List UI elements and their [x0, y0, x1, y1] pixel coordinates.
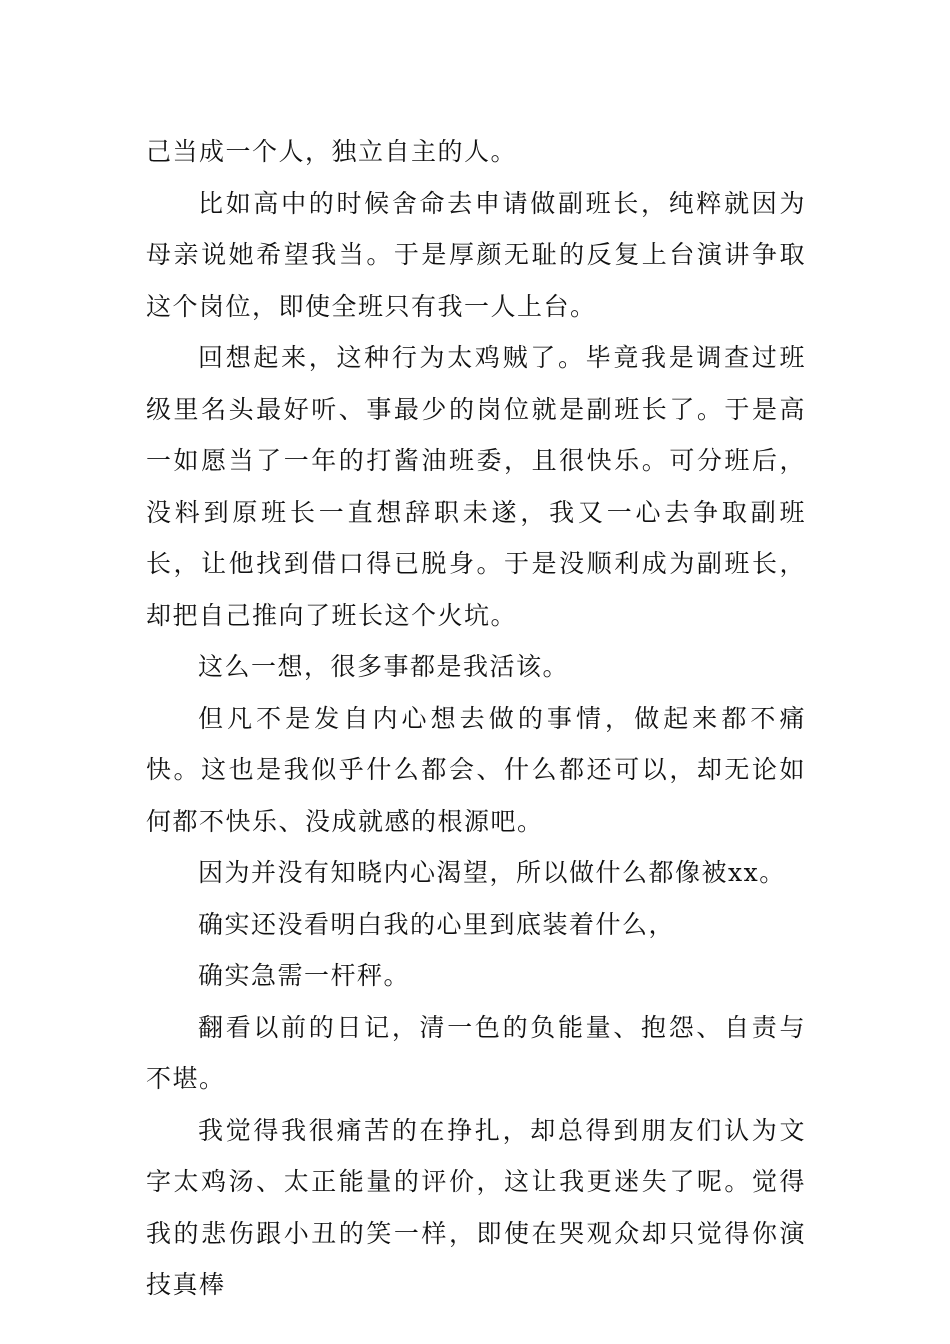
paragraph: 比如高中的时候舍命去申请做副班长，纯粹就因为母亲说她希望我当。于是厚颜无耻的反复上台演讲争取这个岗位，即使全班只有我一人上台。 [146, 188, 806, 321]
paragraph: 这么一想，很多事都是我活该。 [198, 652, 570, 681]
paragraph: 确实还没看明白我的心里到底装着什么， [198, 909, 676, 939]
paragraph: 因为并没有知晓内心渴望，所以做什么都像被xx。 [198, 858, 786, 887]
paragraph: 确实急需一杆秤。 [198, 961, 411, 990]
document-body [146, 126, 806, 1311]
paragraph: 我觉得我很痛苦的在挣扎，却总得到朋友们认为文字太鸡汤、太正能量的评价，这让我更迷失了呢。觉得我的悲伤跟小丑的笑一样，即使在哭观众却只觉得你演技真棒 [146, 1115, 806, 1299]
paragraph: 回想起来，这种行为太鸡贼了。毕竟我是调查过班级里名头最好听、事最少的岗位就是副班长了。于是高一如愿当了一年的打酱油班委，且很快乐。可分班后，没料到原班长一直想辞职未遂，我又一心去争取副班长，让他找到借口得已脱身。于是没顺利成为副班长，却把自己推向了班长这个火坑。 [146, 343, 806, 630]
paragraph: 翻看以前的日记，清一色的负能量、抱怨、自责与不堪。 [146, 1012, 806, 1093]
paragraph-continued: 己当成一个人，独立自主的人。 [146, 137, 518, 166]
paragraph: 但凡不是发自内心想去做的事情，做起来都不痛快。这也是我似乎什么都会、什么都还可以，却无论如何都不快乐、没成就感的根源吧。 [146, 703, 806, 836]
